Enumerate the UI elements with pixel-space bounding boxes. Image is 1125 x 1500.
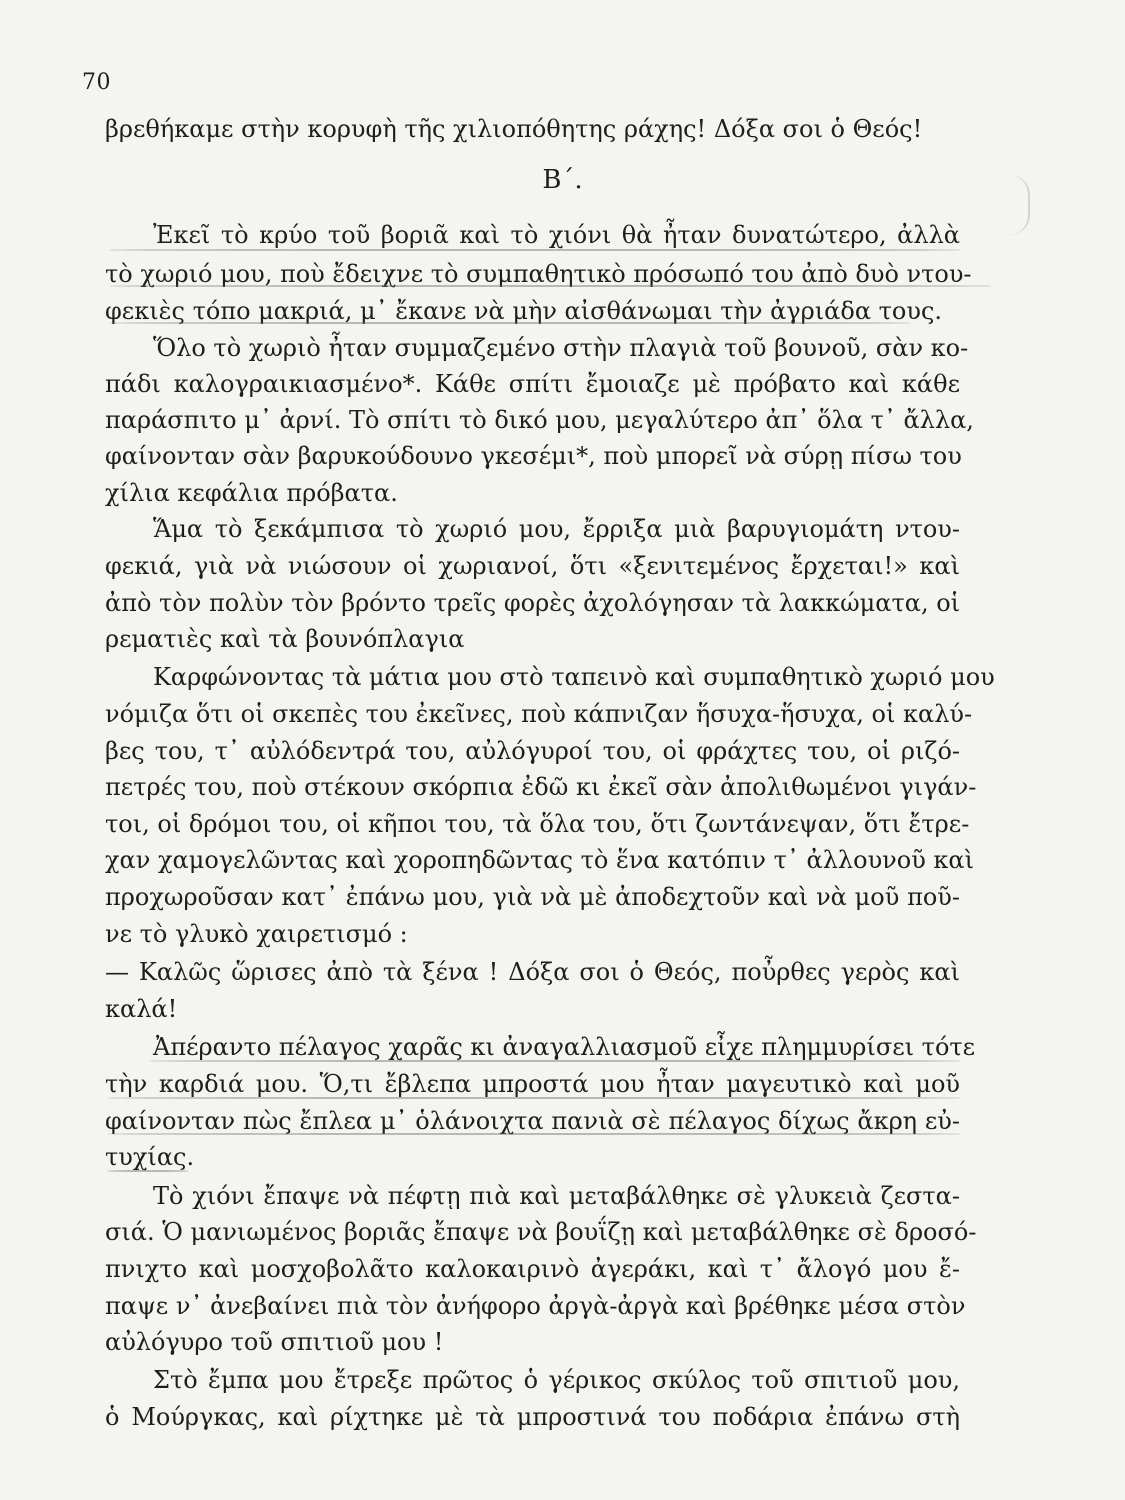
text-line: βρεθήκαμε στὴν κορυφὴ τῆς χιλιοπόθητης ράχης! Δόξα σοι ὁ Θεός! bbox=[105, 115, 923, 143]
text-line: ἀπὸ τὸν πολὺν τὸν βρόντο τρεῖς φορὲς ἀχολόγησαν τὰ λακκώματα, οἱ bbox=[105, 589, 961, 617]
text-line: τοι, οἱ δρόμοι του, οἱ κῆποι του, τὰ ὅλα του, ὅτι ζωντάνεψαν, ὅτι ἔτρε- bbox=[105, 810, 970, 838]
text-line: παψε ν᾿ ἀνεβαίνει πιὰ τὸν ἀνήφορο ἀργὰ-ἀργὰ καὶ βρέθηκε μέσα στὸν bbox=[105, 1292, 966, 1320]
page-number: 70 bbox=[82, 70, 111, 95]
text-line: χίλια κεφάλια πρόβατα. bbox=[105, 479, 398, 507]
pencil-underline bbox=[110, 285, 990, 287]
text-line: Ἐκεῖ τὸ κρύο τοῦ βοριᾶ καὶ τὸ χιόνι θὰ ἦταν δυνατώτερο, ἀλλὰ bbox=[153, 221, 960, 249]
text-line: Καρφώνοντας τὰ μάτια μου στὸ ταπεινὸ καὶ συμπαθητικὸ χωριό μου bbox=[153, 663, 995, 691]
pencil-underline bbox=[110, 249, 960, 251]
text-line: φαίνονταν σὰν βαρυκούδουνο γκεσέμι*, ποὺ μπορεῖ νὰ σύρῃ πίσω του bbox=[105, 442, 962, 470]
text-line: τυχίας. bbox=[105, 1143, 195, 1171]
pencil-underline bbox=[150, 1060, 960, 1062]
text-line: νε τὸ γλυκὸ χαιρετισμό : bbox=[105, 920, 408, 948]
text-line: φεκιὲς τόπο μακριά, μ᾿ ἔκανε νὰ μὴν αἰσθάνωμαι τὴν ἀγριάδα τους. bbox=[105, 297, 943, 325]
pencil-margin-mark bbox=[1010, 175, 1030, 235]
text-line: πνιχτο καὶ μοσχοβολᾶτο καλοκαιρινὸ ἀγεράκι, καὶ τ᾿ ἄλογό μου ἔ- bbox=[105, 1255, 960, 1283]
pencil-underline bbox=[108, 1133, 960, 1135]
text-line: Τὸ χιόνι ἔπαψε νὰ πέφτῃ πιὰ καὶ μεταβάλθηκε σὲ γλυκειὰ ζεστα- bbox=[153, 1182, 960, 1210]
text-line: ρεματιὲς καὶ τὰ βουνόπλαγια bbox=[105, 625, 465, 653]
pencil-underline bbox=[108, 1170, 188, 1172]
text-line: σιά. Ὁ μανιωμένος βοριᾶς ἔπαψε νὰ βουΐζῃ καὶ μεταβάλθηκε σὲ δροσό- bbox=[105, 1218, 977, 1246]
text-line: Ὅλο τὸ χωριὸ ἦταν συμμαζεμένο στὴν πλαγιὰ τοῦ βουνοῦ, σὰν κο- bbox=[153, 334, 969, 362]
text-line: φεκιά, γιὰ νὰ νιώσουν οἱ χωριανοί, ὅτι «ξενιτεμένος ἔρχεται!» καὶ bbox=[105, 552, 960, 580]
text-line: πάδι καλογραικιασμένο*. Κάθε σπίτι ἔμοιαζε μὲ πρόβατο καὶ κάθε bbox=[105, 370, 960, 398]
text-line: πετρές του, ποὺ στέκουν σκόρπια ἐδῶ κι ἐκεῖ σὰν ἀπολιθωμένοι γιγάν- bbox=[105, 773, 977, 801]
text-line: Στὸ ἔμπα μου ἔτρεξε πρῶτος ὁ γέρικος σκύλος τοῦ σπιτιοῦ μου, bbox=[153, 1366, 960, 1394]
text-line: τὴν καρδιά μου. Ὅ,τι ἔβλεπα μπροστά μου ἦταν μαγευτικὸ καὶ μοῦ bbox=[105, 1070, 960, 1098]
text-line: προχωροῦσαν κατ᾿ ἐπάνω μου, γιὰ νὰ μὲ ἀποδεχτοῦν καὶ νὰ μοῦ ποῦ- bbox=[105, 883, 960, 911]
pencil-underline bbox=[110, 322, 910, 324]
text-line: — Καλῶς ὥρισες ἀπὸ τὰ ξένα ! Δόξα σοι ὁ Θεός, ποὖρθες γερὸς καὶ bbox=[105, 958, 960, 986]
text-line: καλά! bbox=[105, 995, 178, 1023]
text-line: Ἀπέραντο πέλαγος χαρᾶς κι ἀναγαλλιασμοῦ εἶχε πλημμυρίσει τότε bbox=[153, 1033, 976, 1061]
text-line: τὸ χωριό μου, ποὺ ἔδειχνε τὸ συμπαθητικὸ πρόσωπό του ἀπὸ δυὸ ντου- bbox=[105, 260, 972, 288]
text-line: παράσπιτο μ᾿ ἀρνί. Τὸ σπίτι τὸ δικό μου, μεγαλύτερο ἀπ᾿ ὅλα τ᾿ ἄλλα, bbox=[105, 406, 974, 434]
section-heading: Β΄. bbox=[542, 165, 583, 195]
pencil-underline bbox=[108, 1097, 960, 1099]
text-line: Ἅμα τὸ ξεκάμπισα τὸ χωριό μου, ἔρριξα μιὰ βαρυγιομάτη ντου- bbox=[153, 515, 960, 543]
text-line: βες του, τ᾿ αὐλόδεντρά του, αὐλόγυροί του, οἱ φράχτες του, οἱ ριζό- bbox=[105, 737, 960, 765]
text-line: χαν χαμογελῶντας καὶ χοροπηδῶντας τὸ ἕνα κατόπιν τ᾿ ἀλλουνοῦ καὶ bbox=[105, 846, 975, 874]
text-line: ὁ Μούργκας, καὶ ρίχτηκε μὲ τὰ μπροστινά του ποδάρια ἐπάνω στὴ bbox=[105, 1403, 960, 1431]
text-line: φαίνονταν πὼς ἔπλεα μ᾿ ὁλάνοιχτα πανιὰ σὲ πέλαγος δίχως ἄκρη εὐ- bbox=[105, 1107, 960, 1135]
text-line: νόμιζα ὅτι οἱ σκεπὲς του ἐκεῖνες, ποὺ κάπνιζαν ἥσυχα-ἥσυχα, οἱ καλύ- bbox=[105, 700, 973, 728]
text-line: αὐλόγυρο τοῦ σπιτιοῦ μου ! bbox=[105, 1328, 444, 1356]
